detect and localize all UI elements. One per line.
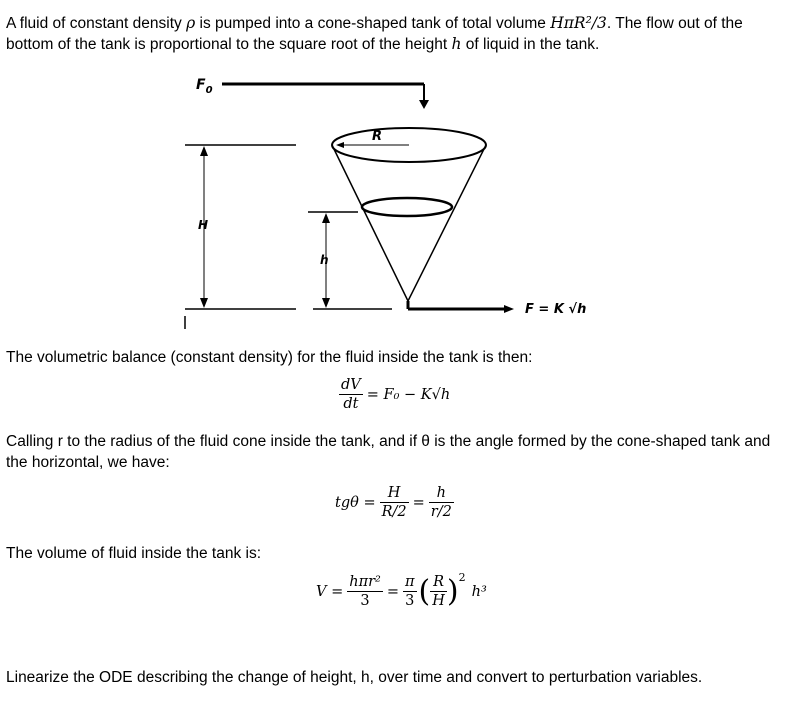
outflow-label: F = K √h	[525, 302, 587, 317]
angle-num-1: H	[380, 484, 409, 503]
cone-tank-diagram	[0, 0, 785, 340]
right-paren: )	[446, 574, 459, 609]
ratio-fraction	[430, 573, 447, 610]
volume-fraction-1	[347, 573, 383, 610]
volume-lhs: V =	[316, 583, 344, 600]
ratio-den: H	[432, 593, 445, 609]
intro-text-1: A fluid of constant density	[6, 14, 187, 32]
volume-fraction-2	[403, 573, 417, 610]
angle-equals: =	[412, 494, 425, 511]
angle-fraction-2	[429, 484, 454, 521]
radius-label: R	[372, 129, 383, 144]
dv-dt-fraction	[339, 376, 363, 413]
volume-den-2: 3	[405, 593, 415, 609]
intro-text-3: . The flow out of the bottom of the tank is proportional to the square root of the height	[6, 14, 743, 53]
equation-angle	[335, 484, 454, 521]
left-paren: (	[418, 574, 431, 609]
task-text: Linearize the ODE describing the change of height, h, over time and convert to perturbation variables.	[6, 668, 703, 686]
h-symbol: h	[451, 34, 462, 53]
balance-rhs: = F₀ − K√h	[366, 386, 451, 403]
angle-lhs: tgθ =	[335, 494, 376, 511]
outflow-pipe	[408, 301, 514, 313]
angle-text: Calling r to the radius of the fluid cone inside the tank, and if θ is the angle formed by the cone-shaped tank and the horizontal, we have:	[6, 432, 771, 471]
height-label: H	[198, 218, 209, 232]
volume-tail: h³	[471, 583, 487, 600]
angle-den-1: R/2	[381, 504, 407, 520]
equation-volume	[316, 573, 487, 610]
cone-tank	[332, 128, 486, 301]
volume-expression: HπR²/3	[550, 13, 607, 32]
volume-num-2: π	[405, 574, 415, 590]
inflow-label: $F_0$	[196, 77, 213, 96]
volume-den-1: 3	[360, 593, 370, 609]
equation-balance	[339, 376, 450, 413]
rho-symbol: ρ	[186, 13, 196, 32]
ratio-num: R	[430, 573, 447, 592]
intro-text-2: is pumped into a cone-shaped tank of total volume	[195, 14, 551, 32]
level-label: h	[320, 253, 329, 267]
volume-equals: =	[386, 583, 400, 600]
volume-text: The volume of fluid inside the tank is:	[6, 544, 262, 562]
balance-text: The volumetric balance (constant density) for the fluid inside the tank is then:	[6, 348, 533, 366]
intro-text-4: of liquid in the tank.	[461, 35, 600, 53]
dv-dt-denominator: dt	[343, 396, 359, 412]
angle-num-2: h	[429, 484, 454, 503]
ratio-exponent: 2	[458, 571, 466, 584]
angle-den-2: r/2	[430, 504, 452, 520]
dv-dt-numerator: dV	[341, 377, 361, 393]
angle-fraction-1	[380, 484, 409, 521]
volume-num-1: hπr²	[349, 574, 381, 590]
inflow-pipe	[222, 84, 429, 109]
